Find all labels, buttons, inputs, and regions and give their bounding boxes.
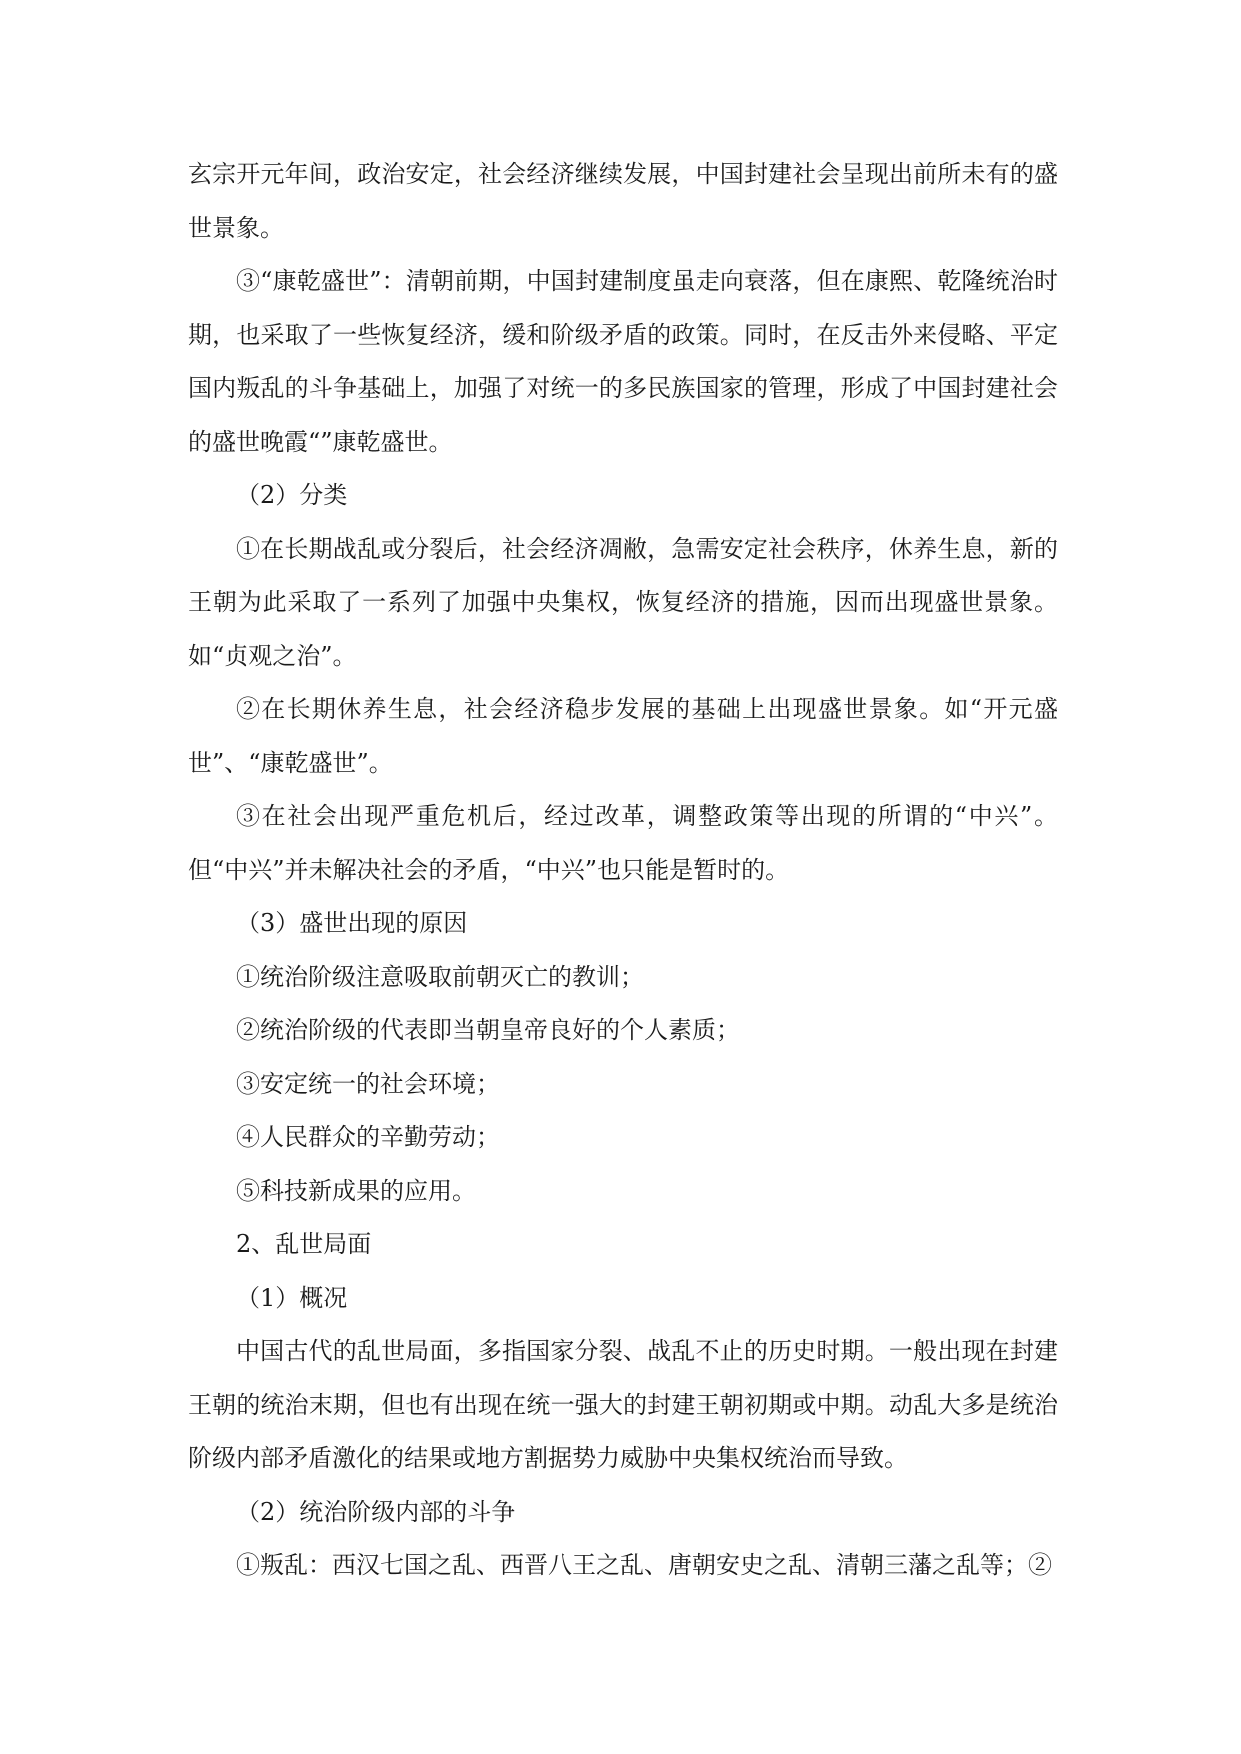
section-heading: （3）盛世出现的原因	[236, 909, 468, 937]
list-item: ③安定统一的社会环境；	[236, 1069, 500, 1098]
list-item: ⑤科技新成果的应用。	[236, 1176, 476, 1205]
section-heading: （2）分类	[236, 481, 348, 509]
paragraph: ②在长期休养生息，社会经济稳步发展的基础上出现盛世景象。如“开元盛世”、“康乾盛世”。	[188, 695, 1058, 777]
section-title: 2、乱世局面	[236, 1230, 372, 1258]
paragraph: ①在长期战乱或分裂后，社会经济凋敝，急需安定社会秩序，休养生息，新的王朝为此采取了一系列了加强中央集权，恢复经济的措施，因而出现盛世景象。如“贞观之治”。	[188, 534, 1058, 670]
paragraph: ③“康乾盛世”：清朝前期，中国封建制度虽走向衰落，但在康熙、乾隆统治时期，也采取了一些恢复经济，缓和阶级矛盾的政策。同时，在反击外来侵略、平定国内叛乱的斗争基础上，加强了对统一的多民族国家的管理，形成了中国封建社会的盛世晚霞“”康乾盛世。	[188, 267, 1058, 456]
section-heading: （2）统治阶级内部的斗争	[236, 1497, 516, 1526]
list-item: ①统治阶级注意吸取前朝灭亡的教训；	[236, 962, 644, 991]
document-page	[188, 148, 1058, 1593]
list-item: ④人民群众的辛勤劳动；	[236, 1123, 500, 1151]
list-item: ②统治阶级的代表即当朝皇帝良好的个人素质；	[236, 1016, 740, 1044]
paragraph: 中国古代的乱世局面，多指国家分裂、战乱不止的历史时期。一般出现在封建王朝的统治末期，但也有出现在统一强大的封建王朝初期或中期。动乱大多是统治阶级内部矛盾激化的结果或地方割据势力威胁中央集权统治而导致。	[188, 1337, 1058, 1472]
paragraph: 玄宗开元年间，政治安定，社会经济继续发展，中国封建社会呈现出前所未有的盛世景象。	[188, 160, 1058, 242]
paragraph: ①叛乱：西汉七国之乱、西晋八王之乱、唐朝安史之乱、清朝三藩之乱等；②	[236, 1551, 1052, 1579]
paragraph: ③在社会出现严重危机后，经过改革，调整政策等出现的所谓的“中兴”。但“中兴”并未解决社会的矛盾，“中兴”也只能是暂时的。	[188, 802, 1058, 884]
section-heading: （1）概况	[236, 1283, 348, 1312]
